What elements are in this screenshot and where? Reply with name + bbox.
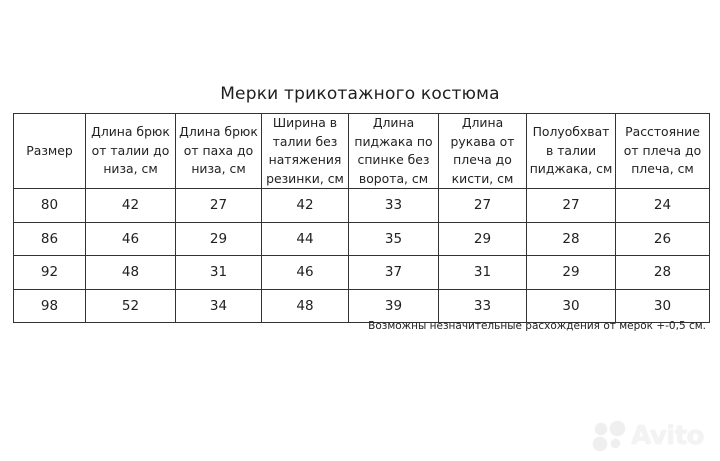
table-cell: 29 (439, 222, 527, 256)
table-cell: 28 (527, 222, 616, 256)
table-row (14, 289, 710, 323)
table-cell: 86 (14, 222, 86, 256)
table-row (14, 222, 710, 256)
header-sleeve-length: Длина рукава от плеча до кисти, см (439, 114, 527, 189)
table-cell: 46 (86, 222, 176, 256)
tolerance-note: Возможны незначительные расхождения от мерок +-0,5 см. (368, 320, 706, 332)
table-cell: 46 (262, 256, 349, 290)
table-cell: 42 (86, 189, 176, 223)
header-waist-width: Ширина в талии без натяжения резинки, см (262, 114, 349, 189)
table-cell: 27 (439, 189, 527, 223)
table-header-row (14, 114, 710, 189)
header-size: Размер (14, 114, 86, 189)
table-cell: 98 (14, 289, 86, 323)
table-cell: 52 (86, 289, 176, 323)
table-cell: 31 (176, 256, 262, 290)
header-jacket-back-length: Длина пиджака по спинке без ворота, см (349, 114, 439, 189)
table-cell: 27 (527, 189, 616, 223)
table-cell: 30 (527, 289, 616, 323)
table-cell: 35 (349, 222, 439, 256)
header-jacket-half-waist: Полуобхват в талии пиджака, см (527, 114, 616, 189)
table-cell: 44 (262, 222, 349, 256)
table-cell: 33 (439, 289, 527, 323)
table-cell: 92 (14, 256, 86, 290)
header-pants-length-waist: Длина брюк от талии до низа, см (86, 114, 176, 189)
table-cell: 39 (349, 289, 439, 323)
header-shoulder-width: Расстояние от плеча до плеча, см (616, 114, 710, 189)
size-chart-table (13, 113, 710, 323)
table-cell: 48 (86, 256, 176, 290)
page-title: Мерки трикотажного костюма (220, 84, 500, 104)
table-cell: 33 (349, 189, 439, 223)
table-cell: 42 (262, 189, 349, 223)
avito-watermark (593, 421, 704, 451)
table-row (14, 189, 710, 223)
table-cell: 29 (527, 256, 616, 290)
table-cell: 34 (176, 289, 262, 323)
table-cell: 80 (14, 189, 86, 223)
table-cell: 26 (616, 222, 710, 256)
table-cell: 28 (616, 256, 710, 290)
table-cell: 31 (439, 256, 527, 290)
table-cell: 48 (262, 289, 349, 323)
table-cell: 37 (349, 256, 439, 290)
table-cell: 27 (176, 189, 262, 223)
table-cell: 30 (616, 289, 710, 323)
avito-watermark-text: Avito (631, 421, 704, 451)
table-cell: 29 (176, 222, 262, 256)
avito-dots-logo-icon (593, 421, 627, 451)
table-row (14, 256, 710, 290)
table-cell: 24 (616, 189, 710, 223)
header-pants-length-crotch: Длина брюк от паха до низа, см (176, 114, 262, 189)
